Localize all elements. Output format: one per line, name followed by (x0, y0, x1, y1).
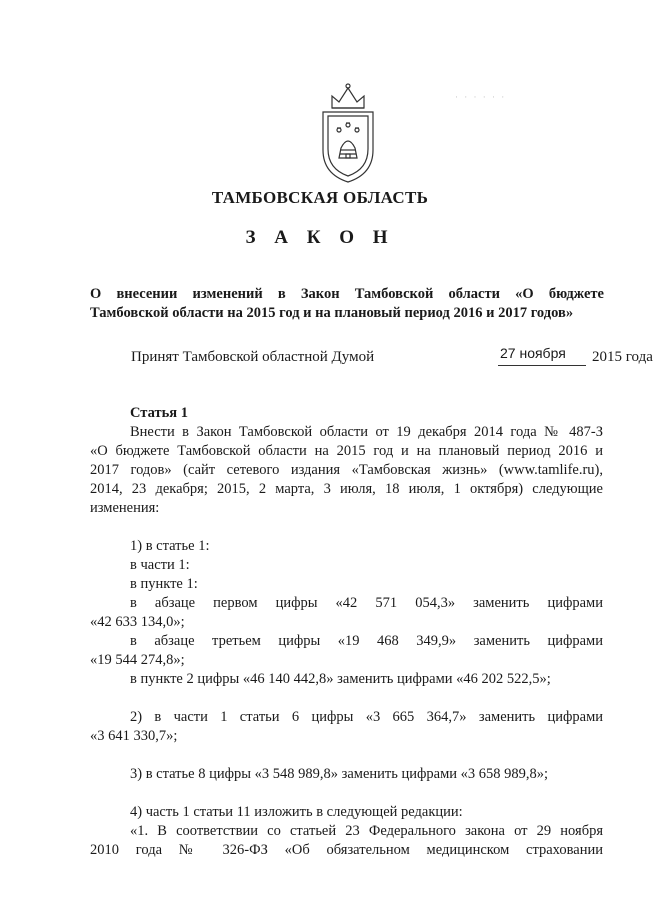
region-name: ТАМБОВСКАЯ ОБЛАСТЬ (211, 188, 429, 207)
text-line: изменения: (90, 500, 160, 516)
text-line: 2014, 23 декабря; 2015, 2 марта, 3 июля, 18 июля, 1 октября) следующие (90, 481, 603, 497)
list-item: в пункте 1: (130, 576, 198, 592)
faint-stamp: · · · · · · (455, 92, 507, 102)
law-title-line: О внесении изменений в Закон Тамбовской области «О бюджете (90, 286, 604, 302)
adoption-label: Принят Тамбовской областной Думой (131, 349, 375, 365)
text-line: «О бюджете Тамбовской области на 2015 год и на плановый период 2016 и (90, 443, 603, 459)
text-line: 2017 годов» (сайт сетевого издания «Тамбовская жизнь» (www.tamlife.ru), (90, 462, 603, 478)
list-item: 3) в статье 8 цифры «3 548 989,8» заменить цифрами «3 658 989,8»; (130, 766, 549, 782)
text-line: Внести в Закон Тамбовской области от 19 декабря 2014 года № 487-З (130, 424, 603, 440)
list-item: «19 544 274,8»; (90, 652, 185, 668)
list-item: в части 1: (130, 557, 190, 573)
document-body (90, 404, 603, 860)
list-item: в абзаце третьем цифры «19 468 349,9» заменить цифрами (130, 633, 603, 649)
date-underline (498, 365, 586, 366)
list-item: 4) часть 1 статьи 11 изложить в следующей редакции: (130, 804, 463, 820)
list-item: 2) в части 1 статьи 6 цифры «3 665 364,7» заменить цифрами (130, 709, 603, 725)
document-type: З А К О Н (245, 227, 395, 248)
coat-of-arms-icon (317, 78, 379, 188)
list-item: в пункте 2 цифры «46 140 442,8» заменить цифрами «46 202 522,5»; (130, 671, 551, 687)
article-heading: Статья 1 (130, 405, 188, 421)
article-intro (90, 423, 603, 442)
adoption-year: 2015 года (592, 349, 653, 365)
quote-line: 2010 года № 326-ФЗ «Об обязательном медицинском страховании (90, 842, 603, 858)
quote-line: «1. В соответствии со статьей 23 Федерального закона от 29 ноября (130, 823, 603, 839)
adoption-date-handwritten: 27 ноября (500, 345, 566, 361)
law-title-line: Тамбовской области на 2015 год и на плановый период 2016 и 2017 годов» (90, 305, 574, 321)
list-item: в абзаце первом цифры «42 571 054,3» заменить цифрами (130, 595, 603, 611)
list-item: 1) в статье 1: (130, 538, 210, 554)
list-item: «42 633 134,0»; (90, 614, 185, 630)
law-title (90, 285, 604, 323)
list-item: «3 641 330,7»; (90, 728, 178, 744)
